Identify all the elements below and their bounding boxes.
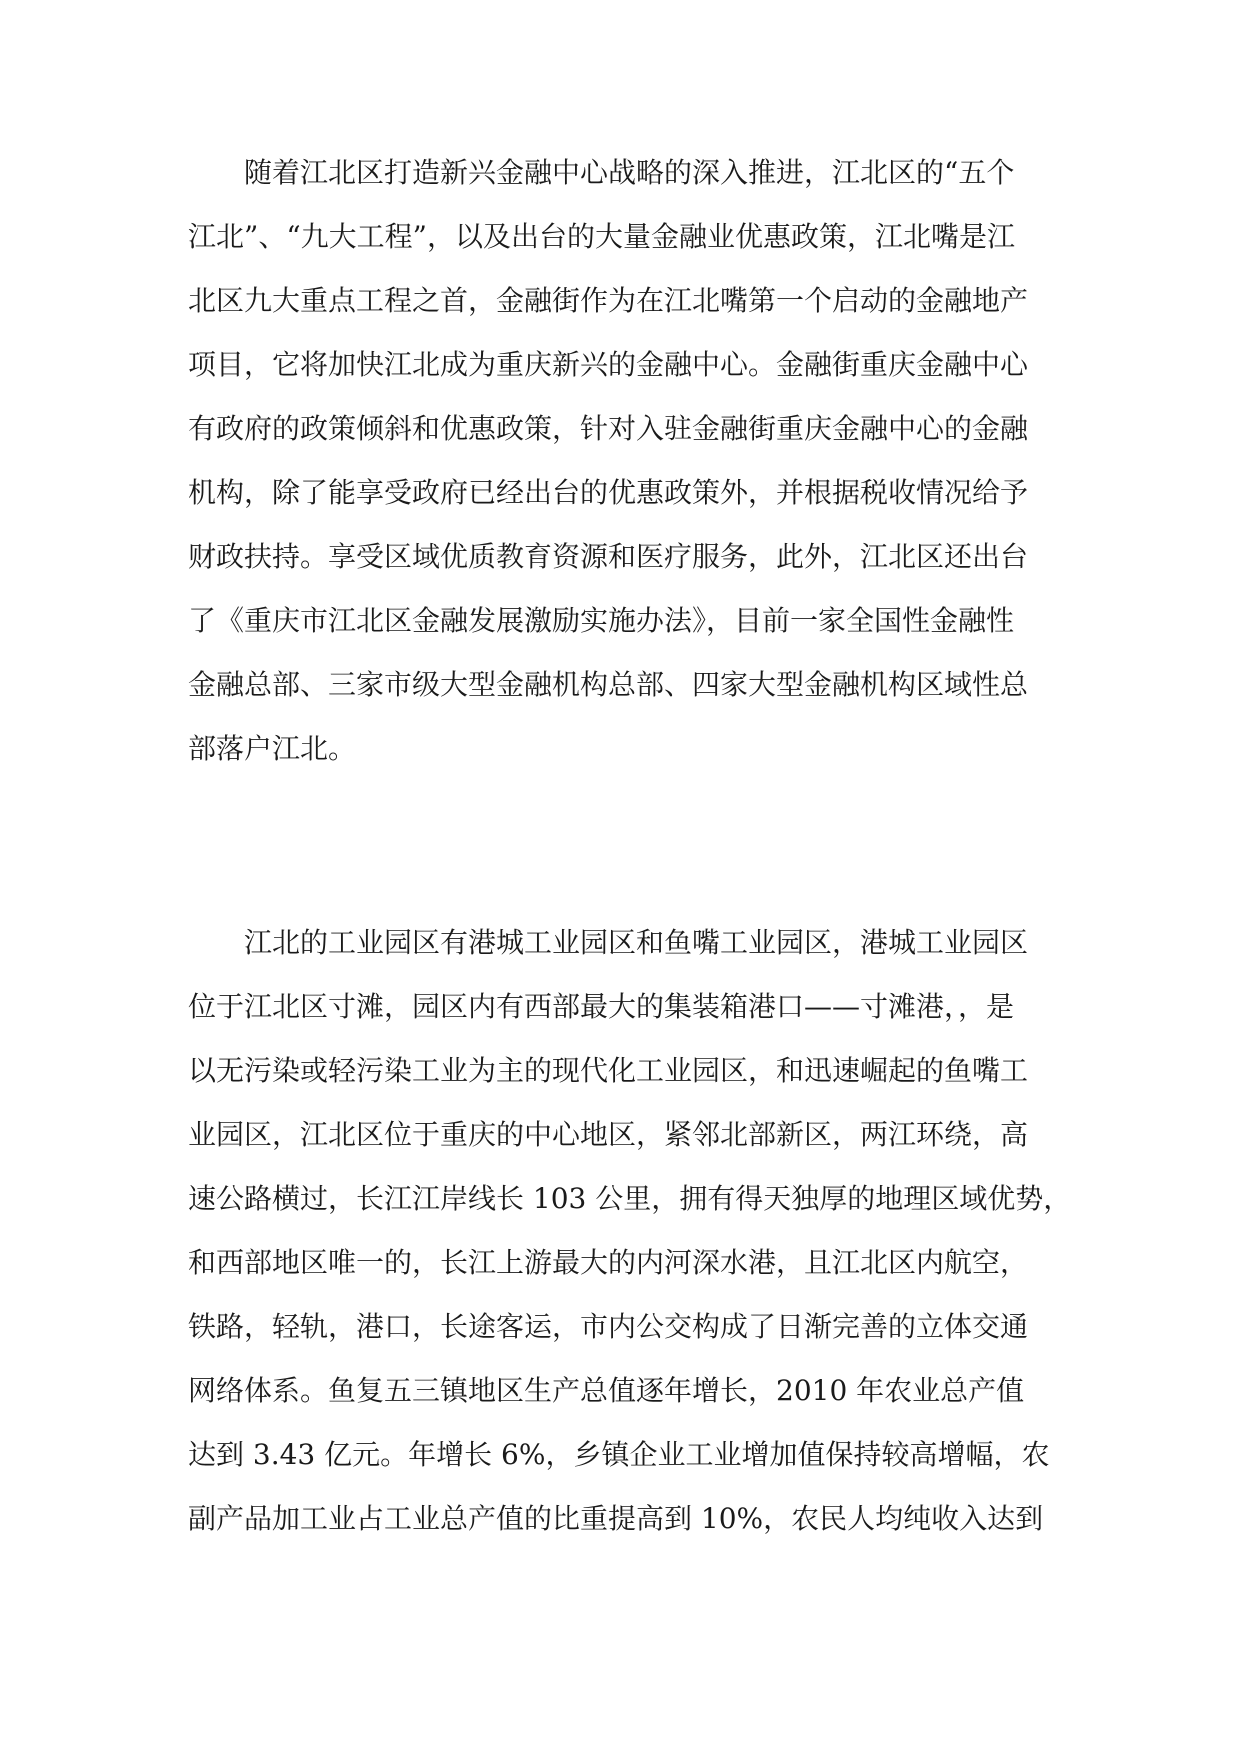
text-line: 以无污染或轻污染工业为主的现代化工业园区，和迅速崛起的鱼嘴工 <box>188 1054 1029 1087</box>
text-line: 网络体系。鱼复五三镇地区生产总值逐年增长，2010 年农业总产值 <box>188 1374 1025 1407</box>
text-line: 业园区，江北区位于重庆的中心地区，紧邻北部新区，两江环绕，高 <box>188 1118 1029 1151</box>
text-line: 财政扶持。享受区域优质教育资源和医疗服务，此外，江北区还出台 <box>188 540 1029 573</box>
text-line: 了《重庆市江北区金融发展激励实施办法》，目前一家全国性金融性 <box>188 604 1015 637</box>
paragraph-industrial-parks <box>188 922 1088 1562</box>
text-line: 江北的工业园区有港城工业园区和鱼嘴工业园区，港城工业园区 <box>244 926 1029 959</box>
text-line: 速公路横过，长江江岸线长 103 公里，拥有得天独厚的地理区域优势， <box>188 1182 1072 1215</box>
text-line: 项目，它将加快江北成为重庆新兴的金融中心。金融街重庆金融中心 <box>188 348 1029 381</box>
text-line: 随着江北区打造新兴金融中心战略的深入推进，江北区的“五个 <box>244 156 1015 189</box>
text-line: 铁路，轻轨，港口，长途客运，市内公交构成了日渐完善的立体交通 <box>188 1310 1029 1343</box>
text-line: 达到 3.43 亿元。年增长 6%，乡镇企业工业增加值保持较高增幅，农 <box>188 1438 1050 1471</box>
text-line: 机构，除了能享受政府已经出台的优惠政策外，并根据税收情况给予 <box>188 476 1029 509</box>
text-line: 和西部地区唯一的，长江上游最大的内河深水港，且江北区内航空， <box>188 1246 1029 1279</box>
text-line: 部落户江北。 <box>188 732 357 765</box>
text-line: 江北”、“九大工程”，以及出台的大量金融业优惠政策，江北嘴是江 <box>188 220 1015 253</box>
text-line: 金融总部、三家市级大型金融机构总部、四家大型金融机构区域性总 <box>188 668 1029 701</box>
text-line: 位于江北区寸滩，园区内有西部最大的集装箱港口——寸滩港，，是 <box>188 990 1015 1023</box>
text-line: 有政府的政策倾斜和优惠政策，针对入驻金融街重庆金融中心的金融 <box>188 412 1029 445</box>
text-line: 北区九大重点工程之首，金融街作为在江北嘴第一个启动的金融地产 <box>188 284 1029 317</box>
text-line: 副产品加工业占工业总产值的比重提高到 10%，农民人均纯收入达到 <box>188 1502 1044 1535</box>
paragraph-finance-center <box>188 152 1088 792</box>
